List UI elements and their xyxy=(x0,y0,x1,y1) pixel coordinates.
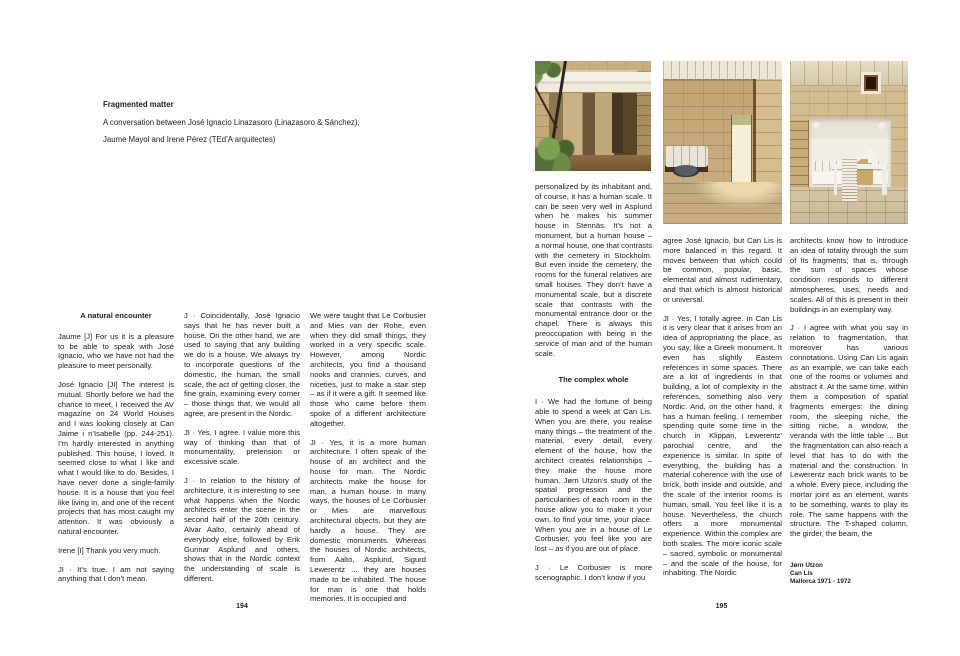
paragraph: JI · Yes, it is a more human architecture. I often speak of the house of an architect and the house for man. The Nordic architects make the house for man, a human house. In many ways, the houses of Le Corbusier or Mies are marvellous architectural objects, but they are hardly a house. They are domestic monuments. Whereas the houses of Nordic architects, from Aalto, Asplund, Sigurd Lewerentz ... they are houses made to be inhabited. The house for man is one that holds memories. It is occupied and xyxy=(310,437,426,604)
tree-foliage xyxy=(535,61,567,85)
article-title: Fragmented matter xyxy=(103,100,174,109)
desk-lamp xyxy=(873,152,875,164)
paragraph: agree José Ignacio, but Can Lis is more balanced in this regard. It moves between that which could be common, popular, basic, elemental and almost rudimentary, and that which is almost historical or universal. xyxy=(663,236,782,304)
desk-leg xyxy=(882,169,887,195)
doorway-opening xyxy=(612,91,622,154)
left-page-columns xyxy=(58,311,426,604)
caption-architect: Jørn Utzon xyxy=(790,562,823,569)
caption-location-dates: Mallorca 1971 - 1972 xyxy=(790,578,851,586)
paragraph: personalized by its inhabitant and, of course, it has a human scale. It can be seen very well in Asplund when he makes his summer house in Stennäs. It’s not a monument, but a human house – a normal house, one that contrasts with the cemetery in Stockholm. But even inside the cemetery, the rooms for the funeral relatives are small houses. They don’t have a monumental scale, but a discrete scale that contrasts with the monumental entrance door or the chapel. There is always this preoccupation with being in the service of man and of the human scale. xyxy=(535,182,652,358)
white-chair xyxy=(842,159,857,201)
paragraph: architects know how to introduce an idea of totality through the sum of its fragments; that is, through the sum of spaces whose condition responds to different atmospheres, uses, needs and scales. All of this is present in their buildings in an exemplary way. xyxy=(790,236,908,314)
paragraph: Irene [I] Thank you very much. xyxy=(58,545,161,555)
photo-can-lis-courtyard xyxy=(535,61,651,171)
photo-can-lis-porch xyxy=(663,61,782,224)
page-number-left: 194 xyxy=(236,603,248,610)
left-column-2 xyxy=(184,311,300,604)
desk-leg xyxy=(834,169,838,195)
paragraph: We were taught that Le Corbusier and Mies van der Rohe, even when they did small things, they worked in a very specific scale. However, among Nordic architects, you find a thousand nooks and crannies, curves, and niceties, just to make a stair step – as if it were a gift. It seemed like those who came before them spoke of a different architecture altogether. xyxy=(310,311,426,428)
paragraph: JI · Yes, I totally agree. In Can Lis it is very clear that it arises from an idea of appropriating the place, as you say, like a Greek monument. It even has slightly Eastern references in some spaces. There are a lot of ingredients in that building, a lot of complexity in the references, something also very Nordic. And, on the other hand, it has a human feeling. I remember spending quite some time in the church in Klippan, Lewerentz’ parochial centre, and the experience is similar. In spite of everything, the building has a material coherence with the use of brick, both inside and outside, and the scale of the interior rooms is human, small. You feel like it is a house. Nevertheless, the church offers a more monumental experience. Within the complex are both scales. The more iconic scale – sacred, symbolic or monumental – and the scale of the house, for inhabiting. The Nordic xyxy=(663,313,782,578)
right-column-3 xyxy=(790,236,908,539)
left-column-1 xyxy=(58,311,174,604)
article-title-block xyxy=(103,96,360,149)
paragraph: J · Le Corbusier is more scenographic. I don’t know if you xyxy=(535,562,652,582)
paragraph: JI · It’s true. I am not saying anything that I don’t mean. xyxy=(58,564,174,584)
window-pane xyxy=(864,75,878,90)
stone-floor xyxy=(663,182,782,224)
paragraph: J · I agree with what you say in relation to fragmentation, that moreover has various connotations. Using Can Lis again as an example, we can take each one of the rooms or volumes and abstract it. At the same time, within them a composition of spatial fragments emerges: the dining room, the sleeping niche, the sitting niche, a window, the veranda with the little table ... But the fragmentation can also reach a level that has to do with the material and the construction. In Lewerentz each brick wants to be a whole. Every piece, including the mortar joint as an element, wants to be something, wants to play its role. The same happens with the structure. The T-shaped column, the girder, the beam, the xyxy=(790,323,908,539)
round-table xyxy=(673,165,699,176)
paragraph: JI · Yes, I agree. I value more this way of thinking than that of monumentality, pretension or excessive scale. xyxy=(184,427,300,467)
white-sofa xyxy=(665,146,708,167)
section-heading-natural-encounter: A natural encounter xyxy=(80,311,152,320)
paragraph: I · We had the fortune of being able to spend a week at Can Lis. When you are there, you realise many things – the treatment of the material, every detail, every element of the house, how the architect creates relationships – they make the house more human. Jørn Utzon’s study of the spatial progression and the particularities of each room in the house allow you to make it your own, to find your time, your place. When you are in a house of Le Corbusier, you feel like you are lost – as if you are out of place. xyxy=(535,397,652,554)
article-subtitle-line-2: Jaume Mayol and Irene Pérez (TEd’A arquitectes) xyxy=(103,135,276,145)
right-column-1 xyxy=(535,182,652,582)
green-plant xyxy=(535,125,577,171)
left-column-3 xyxy=(310,311,426,604)
photo-can-lis-bedroom xyxy=(790,61,908,224)
white-desk xyxy=(832,164,886,169)
caption-building: Can Lis xyxy=(790,570,813,578)
page-number-right: 195 xyxy=(715,603,728,610)
stone-vault-ceiling xyxy=(790,61,908,86)
article-subtitle-line-1: A conversation between José Ignacio Linazasoro (Linazasoro & Sánchez), xyxy=(103,117,360,127)
bright-doorway xyxy=(731,115,752,187)
round-lamp xyxy=(878,122,887,131)
paragraph: J · Coincidentally, José Ignacio says that he has never built a house. On the other hand, we are used to saying that any building we do is a house. We always try to incorporate questions of the domestic, the human, the small scale, the act of getting closer, the fine grain, examining every corner – those things that, we would all agree, are present in the Nordic. xyxy=(184,311,300,418)
round-lamp xyxy=(813,122,822,131)
section-heading-complex-whole: The complex whole xyxy=(558,375,629,385)
paragraph: Jaume [J] For us it is a pleasure to be able to speak with José Ignacio, who we have not had the pleasure to meet personally. xyxy=(58,331,174,371)
paragraph: José Ignacio [JI] The interest is mutual. Shortly before we had the chance to meet, I received the AV magazine on 24 World Houses and I was looking closely at Can Jaime i n’Isabelle (pp. 244-251). I’m hardly interested in anything published. This house, I loved. It seemed close to what I like and what I would like to do. Besides, I have never done a single-family house. It is a house that you feel like living in, and one of the recent projects that has most caught my attention. It was obviously a natural encounter. xyxy=(58,379,174,536)
small-window xyxy=(861,72,881,93)
right-column-2 xyxy=(663,236,782,578)
photo-caption xyxy=(790,562,851,587)
paragraph: J · In relation to the history of architecture, it is interesting to see what happens when the Nordic architects enter the scene in the second half of the 20th century. Alvar Aalto, certainly ahead of everybody else, followed by Erik Gunnar Asplund and others, shows that in the Nordic context the understanding of scale is different. xyxy=(184,475,300,583)
ribbed-ceiling xyxy=(663,61,782,80)
